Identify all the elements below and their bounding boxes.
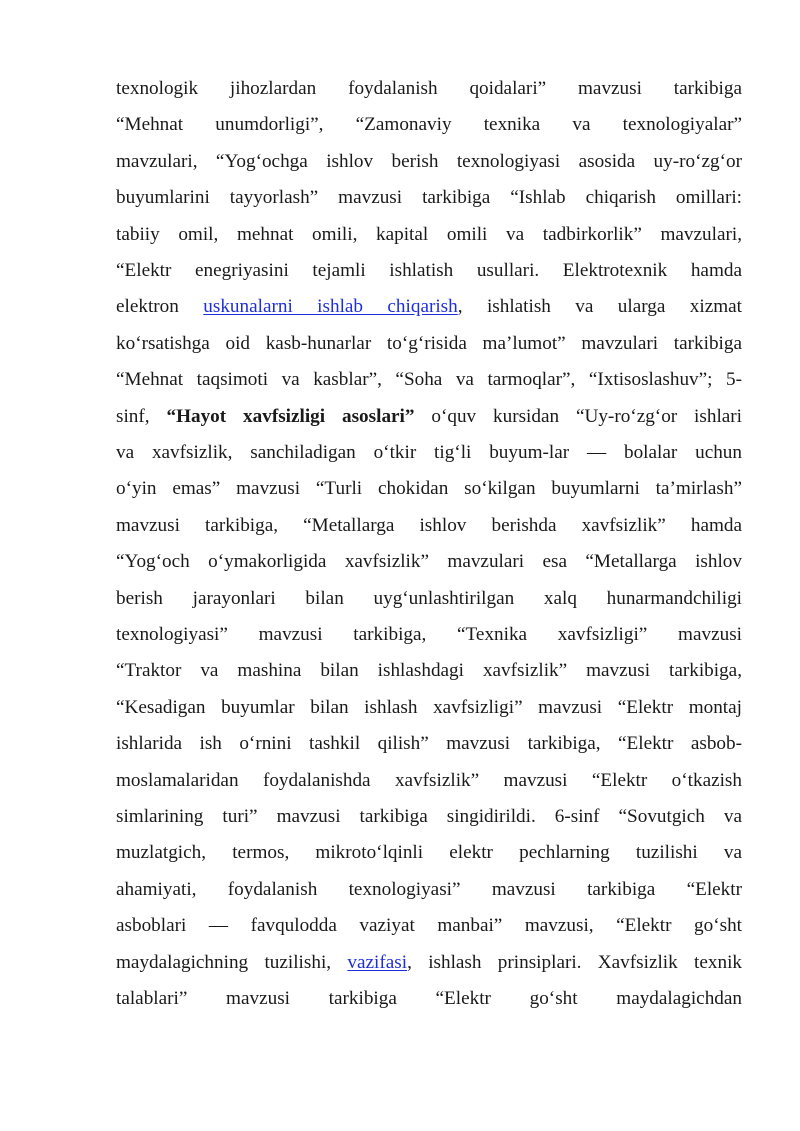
text-line: [116, 511, 742, 541]
text-line: [116, 584, 742, 614]
text-line: [116, 365, 742, 395]
text-run: tabiiy omil, mehnat omili, kapital omili va tadbirkorlik” mavzulari,: [116, 223, 742, 245]
text-line: [116, 948, 742, 978]
text-run: moslamalaridan foydalanishda xavfsizlik” mavzusi “Elektr o‘tkazish: [116, 769, 742, 791]
text-line: [116, 147, 742, 177]
text-line: [116, 766, 742, 796]
text-line: [116, 329, 742, 359]
text-run: simlarining turi” mavzusi tarkibiga singidirildi. 6-sinf “Sovutgich va: [116, 806, 742, 827]
text-line: [116, 183, 742, 213]
text-line: [116, 693, 742, 723]
text-line: [116, 256, 742, 286]
text-line: [116, 474, 742, 504]
text-run: “Mehnat unumdorligi”, “Zamonaviy texnika va texnologiyalar”: [116, 114, 742, 136]
text-run: “Mehnat taqsimoti va kasblar”, “Soha va tarmoqlar”, “Ixtisoslashuv”; 5-: [116, 369, 742, 391]
text-run: buyumlarini tayyorlash” mavzusi tarkibiga “Ishlab chiqarish omillari:: [116, 187, 742, 209]
text-run: ishlarida ish o‘rnini tashkil qilish” mavzusi tarkibiga, “Elektr asbob-: [116, 733, 742, 755]
text-run: mavzulari, “Yog‘ochga ishlov berish texnologiyasi asosida uy-ro‘zg‘or: [116, 150, 742, 172]
text-line: [116, 110, 742, 140]
text-run: maydalagichning tuzilishi,: [116, 951, 348, 973]
text-run: , ishlatish va ularga xizmat: [457, 296, 742, 318]
text-run: muzlatgich, termos, mikroto‘lqinli elektr pechlarning tuzilishi va: [116, 842, 742, 864]
text-line: [116, 875, 742, 905]
text-run: mavzusi tarkibiga, “Metallarga ishlov berishda xavfsizlik” hamda: [116, 514, 742, 536]
text-line: [116, 402, 742, 432]
text-run: sinf,: [116, 405, 167, 427]
text-run: “Traktor va mashina bilan ishlashdagi xavfsizlik” mavzusi tarkibiga,: [116, 660, 742, 682]
text-line: [116, 729, 742, 759]
text-run: “Yog‘och o‘ymakorligida xavfsizlik” mavzulari esa “Metallarga ishlov: [116, 551, 742, 573]
text-run: texnologiyasi” mavzusi tarkibiga, “Texnika xavfsizligi” mavzusi: [116, 624, 742, 645]
text-run: va xavfsizlik, sanchiladigan o‘tkir tig‘li buyum-lar — bolalar uchun: [116, 442, 742, 463]
text-line: [116, 620, 742, 650]
text-line: [116, 220, 742, 250]
text-run: berish jarayonlari bilan uyg‘unlashtirilgan xalq hunarmandchiligi: [116, 587, 742, 609]
text-line: [116, 802, 742, 832]
text-run: asboblari — favqulodda vaziyat manbai” mavzusi, “Elektr go‘sht: [116, 915, 742, 937]
text-run: ko‘rsatishga oid kasb-hunarlar to‘g‘risida ma’lumot” mavzulari tarkibiga: [116, 332, 742, 354]
text-line: [116, 292, 742, 322]
text-run: ahamiyati, foydalanish texnologiyasi” mavzusi tarkibiga “Elektr: [116, 878, 742, 900]
inline-link[interactable]: vazifasi: [347, 951, 408, 973]
text-line: [116, 74, 742, 104]
text-line: [116, 838, 742, 868]
text-line: [116, 547, 742, 577]
text-line: [116, 656, 742, 686]
text-run: elektron: [116, 296, 204, 318]
text-run: “Elektr enegriyasini tejamli ishlatish usullari. Elektrotexnik hamda: [116, 260, 742, 281]
text-run: , ishlash prinsiplari. Xavfsizlik texnik: [407, 951, 742, 973]
text-line: [116, 984, 742, 1014]
text-run: texnologik jihozlardan foydalanish qoidalari” mavzusi tarkibiga: [116, 78, 742, 99]
text-run: talablari” mavzusi tarkibiga “Elektr go‘sht maydalagichdan: [116, 988, 742, 1009]
text-line: [116, 438, 742, 468]
bold-text: “Hayot xavfsizligi asoslari”: [166, 405, 415, 427]
text-run: o‘quv kursidan “Uy-ro‘zg‘or ishlari: [414, 405, 743, 427]
inline-link[interactable]: uskunalarni ishlab chiqarish: [203, 296, 458, 318]
text-line: [116, 911, 742, 941]
text-run: o‘yin emas” mavzusi “Turli chokidan so‘kilgan buyumlarni ta’mirlash”: [116, 478, 742, 500]
text-run: “Kesadigan buyumlar bilan ishlash xavfsizligi” mavzusi “Elektr montaj: [116, 696, 742, 718]
